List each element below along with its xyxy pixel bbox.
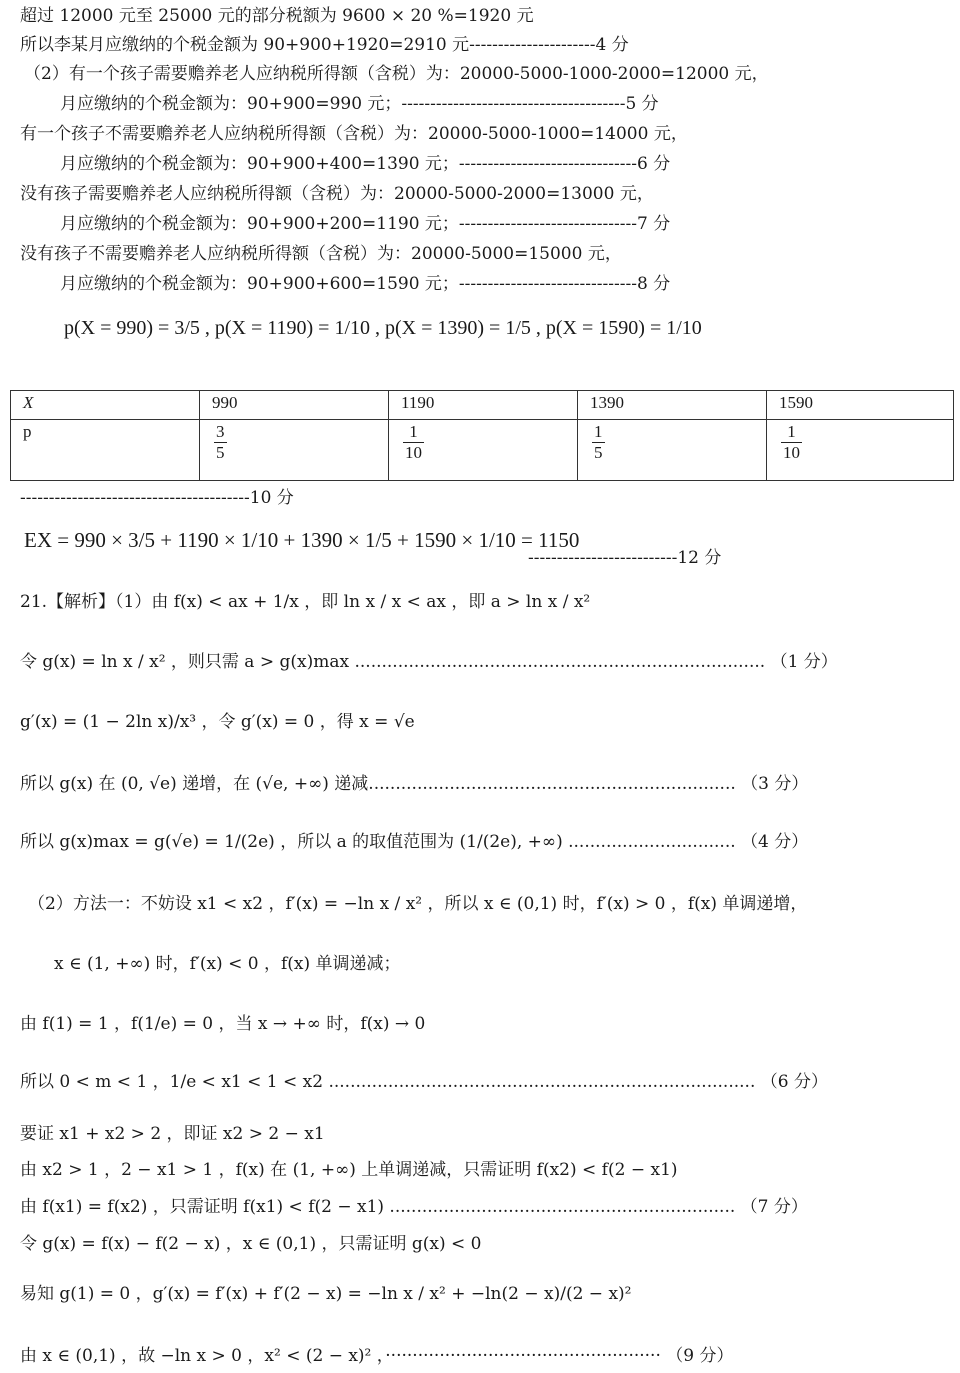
q21-method1-line1: （2）方法一：不妨设 x1 < x2 ，f′(x) = −ln x / x² ，所以 x ∈ (0,1) 时，f′(x) > 0 ，f(x) 单调递增， [28, 894, 808, 914]
line-total-tax: 所以李某月应缴纳的个税金额为 90+900+1920=2910 元----------------------4 分 [20, 35, 629, 55]
q21-limits: 由 f(1) = 1 ，f(1/e) = 0 ，当 x → +∞ 时，f(x) → 0 [20, 1014, 426, 1034]
q21-g-definition: 令 g(x) = ln x / x² ，则只需 a > g(x)max ............................................................................ （1 分） [20, 652, 838, 672]
probability-formula: p(X = 990) = 3/5 , p(X = 1190) = 1/10 , p(X = 1390) = 1/5 , p(X = 1590) = 1/10 [64, 317, 702, 339]
table-prob-cell: $\frac{1}{10}$ [767, 420, 954, 481]
q21-equality: 由 f(x1) = f(x2) ，只需证明 f(x1) < f(2 − x1) ................................................................ （7 分） [20, 1197, 808, 1217]
line-case4-income: 没有孩子不需要赡养老人应纳税所得额（含税）为：20000-5000=15000 元， [20, 244, 622, 264]
distribution-table [10, 390, 954, 481]
table-prob-cell: $\frac{3}{5}$ [200, 420, 389, 481]
q21-monotonicity: 所以 g(x) 在 (0, √e) 递增，在 (√e, +∞) 递减.................................................................... （3 分） [20, 774, 809, 794]
line-case4-tax: 月应缴纳的个税金额为：90+900+600=1590 元；-------------------------------8 分 [60, 274, 671, 294]
table-header-cell: 990 [200, 391, 389, 420]
line-case1-income: （2）有一个孩子需要赡养老人应纳税所得额（含税）为：20000-5000-1000-2000=12000 元， [24, 64, 769, 84]
line-case3-income: 没有孩子需要赡养老人应纳税所得额（含税）为：20000-5000-2000=13000 元， [20, 184, 654, 204]
line-case2-tax: 月应缴纳的个税金额为：90+900+400=1390 元；-------------------------------6 分 [60, 154, 671, 174]
table-prob-cell: $\frac{1}{10}$ [389, 420, 578, 481]
score-10: ----------------------------------------10 分 [20, 488, 294, 508]
q21-to-prove: 要证 x1 + x2 > 2 ，即证 x2 > 2 − x1 [20, 1124, 325, 1144]
q21-g2-derivative: 易知 g(1) = 0 ，g′(x) = f′(x) + f′(2 − x) = −ln x / x² + −ln(2 − x)/(2 − x)² [20, 1284, 632, 1304]
table-row-label: p [11, 420, 200, 481]
table-header-cell: 1390 [578, 391, 767, 420]
q21-g-derivative: g′(x) = (1 − 2ln x)/x³ ，令 g′(x) = 0 ，得 x = √e [20, 712, 415, 732]
q21-g2-definition: 令 g(x) = f(x) − f(2 − x) ，x ∈ (0,1) ，只需证明 g(x) < 0 [20, 1234, 482, 1254]
line-case1-tax: 月应缴纳的个税金额为：90+900=990 元；---------------------------------------5 分 [60, 94, 659, 114]
q21-last-line: 由 x ∈ (0,1) ，故 −ln x > 0 ，x² < (2 − x)² ，··················································· （9 分） [20, 1346, 734, 1366]
score-12: --------------------------12 分 [528, 548, 722, 568]
line-case3-tax: 月应缴纳的个税金额为：90+900+200=1190 元；-------------------------------7 分 [60, 214, 671, 234]
table-header-cell: X [11, 391, 200, 420]
q21-since: 由 x2 > 1 ，2 − x1 > 1 ，f(x) 在 (1, +∞) 上单调递减，只需证明 f(x2) < f(2 − x1) [20, 1160, 678, 1180]
line-case2-income: 有一个孩子不需要赡养老人应纳税所得额（含税）为：20000-5000-1000=14000 元， [20, 124, 688, 144]
q21-max-value: 所以 g(x)max = g(√e) = 1/(2e) ，所以 a 的取值范围为 (1/(2e), +∞) ............................... （4 分） [20, 832, 809, 852]
q21-method1-line2: x ∈ (1, +∞) 时，f′(x) < 0 ，f(x) 单调递减； [54, 954, 401, 974]
table-header-cell: 1590 [767, 391, 954, 420]
table-header-cell: 1190 [389, 391, 578, 420]
q21-m-range: 所以 0 < m < 1 ，1/e < x1 < 1 < x2 ............................................................................... （6 分） [20, 1072, 828, 1092]
table-prob-cell: $\frac{1}{5}$ [578, 420, 767, 481]
expectation-formula: EX = 990 × 3/5 + 1190 × 1/10 + 1390 × 1/5 + 1590 × 1/10 = 1150 [24, 528, 580, 552]
line-tax-portion: 超过 12000 元至 25000 元的部分税额为 9600 × 20 %=1920 元 [20, 6, 534, 26]
q21-heading: 21.【解析】（1）由 f(x) < ax + 1/x ，即 ln x / x < ax ，即 a > ln x / x² [20, 592, 591, 612]
table-prob-row [11, 420, 954, 481]
table-header-row [11, 391, 954, 420]
